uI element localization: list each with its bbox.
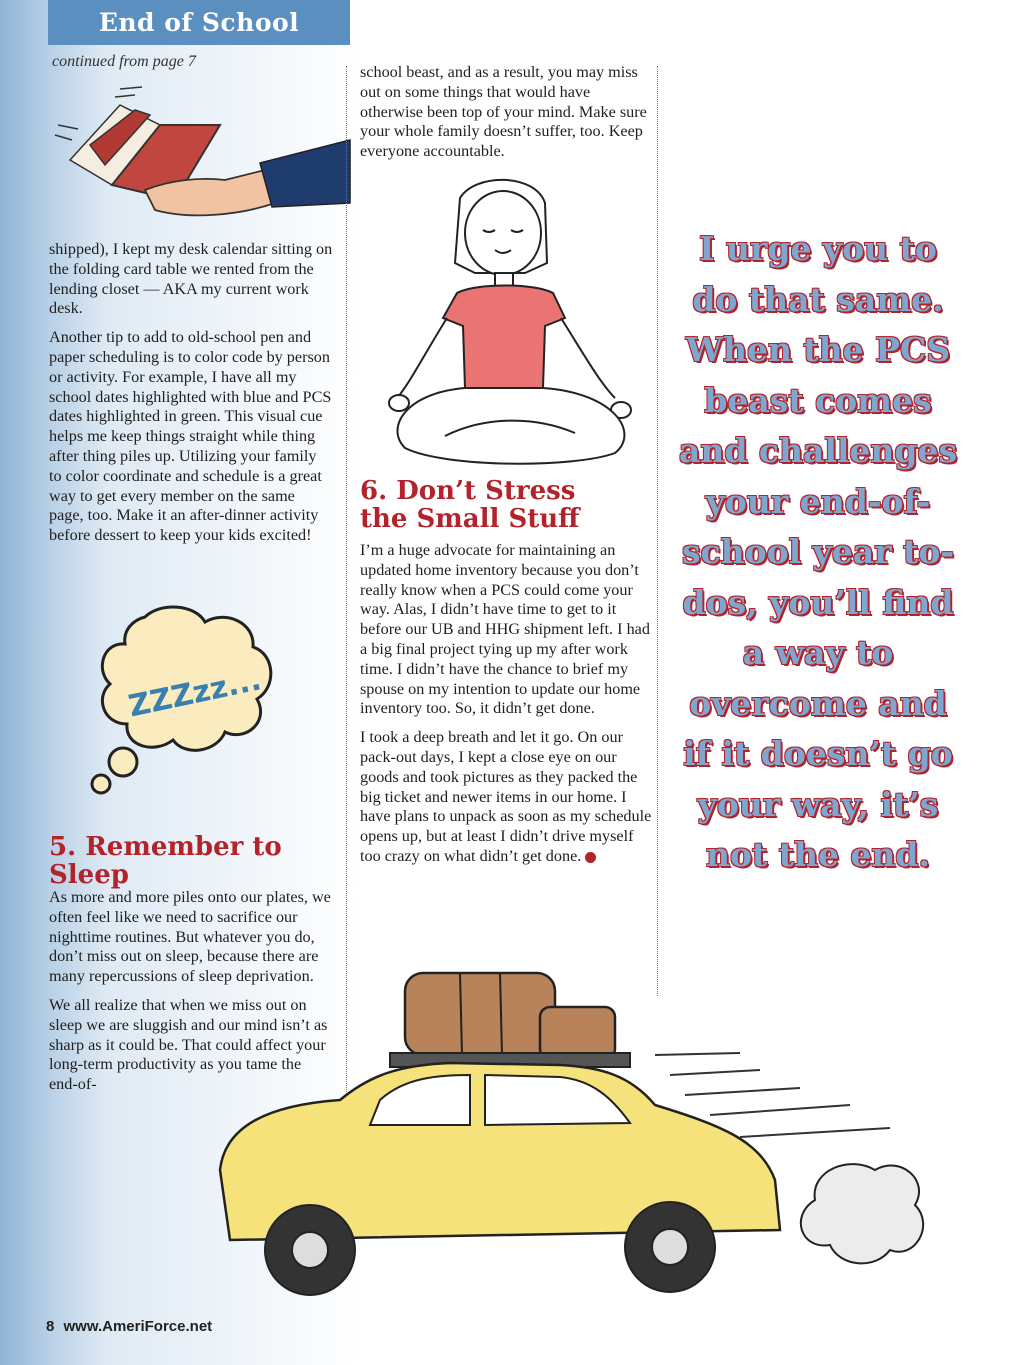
paragraph: shipped), I kept my desk calendar sitting on the folding card table we rented from the lending closet — AKA my current work desk. (49, 240, 333, 318)
footer-site[interactable]: www.AmeriForce.net (63, 1318, 213, 1335)
paragraph: As more and more piles onto our plates, we often feel like we need to sacrifice our nighttime routines. But whatever you do, don’t miss out on sleep, because there are many repercussions of sleep deprivation. (49, 888, 331, 986)
end-mark-dot-icon (585, 852, 596, 863)
section5-heading: 5. Remember to Sleep (49, 832, 282, 890)
section-title: End of School (98, 8, 300, 37)
paragraph: Another tip to add to old-school pen and paper scheduling is to color code by person or activity. For example, I have all my school dates highlighted with blue and PCS dates highlighted in green. This visual cue helps me keep things straight while thing after thing piles up. Utilizing your family to color coordinate and schedule is a great way to get every member on the same page, too. Make it an after-dinner activity before dessert to keep your kids excited! (49, 328, 332, 545)
section-tab (48, 0, 350, 45)
paragraph: school beast, and as a result, you may miss out on some things that would have otherwise been top of your mind. Make sure your whole family doesn’t suffer, too. Keep everyone accountable. (360, 63, 647, 161)
page-number: 8 (46, 1318, 55, 1335)
pull-quote: I urge you to do that same. When the PCS beast comes and challenges your end-of-school year to-dos, you’ll find a way to overcome and if it doesn’t go your way, it’s not the end. (678, 229, 958, 874)
paragraph: I’m a huge advocate for maintaining an updated home inventory because you don’t really know when a PCS could come your way. Alas, I didn’t have time to get to it before our UB and HHG shipment left. I had a big final project tying up my after work time. I didn’t have the chance to brief my spouse on my intention to update our home inventory too. So, it didn’t get done. (360, 541, 650, 718)
section6-heading: 6. Don’t Stress the Small Stuff (360, 476, 580, 534)
paragraph (360, 728, 652, 867)
meditating-woman-illustration (385, 178, 645, 468)
continued-note: continued from page 7 (52, 53, 196, 70)
paragraph-text: I took a deep breath and let it go. On our pack-out days, I kept a close eye on our goods and took pictures as they packed the big ticket and newer items in our home. I have plans to unpack as soon as my schedule opens up, but at least I didn’t drive myself too crazy on what didn’t get done. (360, 728, 652, 865)
section6-text (360, 541, 652, 876)
yellow-car-with-luggage-illustration (200, 965, 920, 1315)
column2-top-text (360, 63, 652, 171)
page-footer (46, 1318, 212, 1335)
column1-top-text (49, 240, 333, 555)
sleep-bubble-text: ZZZzz... (125, 662, 265, 725)
column-divider (346, 66, 347, 1114)
sleep-thought-bubble-illustration (85, 602, 285, 807)
paragraph: We all realize that when we miss out on sleep we are sluggish and our mind isn’t as sharp as it could be. That could affect your long-term productivity as you tame the end-of- (49, 995, 328, 1094)
column-divider (657, 66, 658, 996)
book-in-hand-illustration (50, 85, 350, 230)
